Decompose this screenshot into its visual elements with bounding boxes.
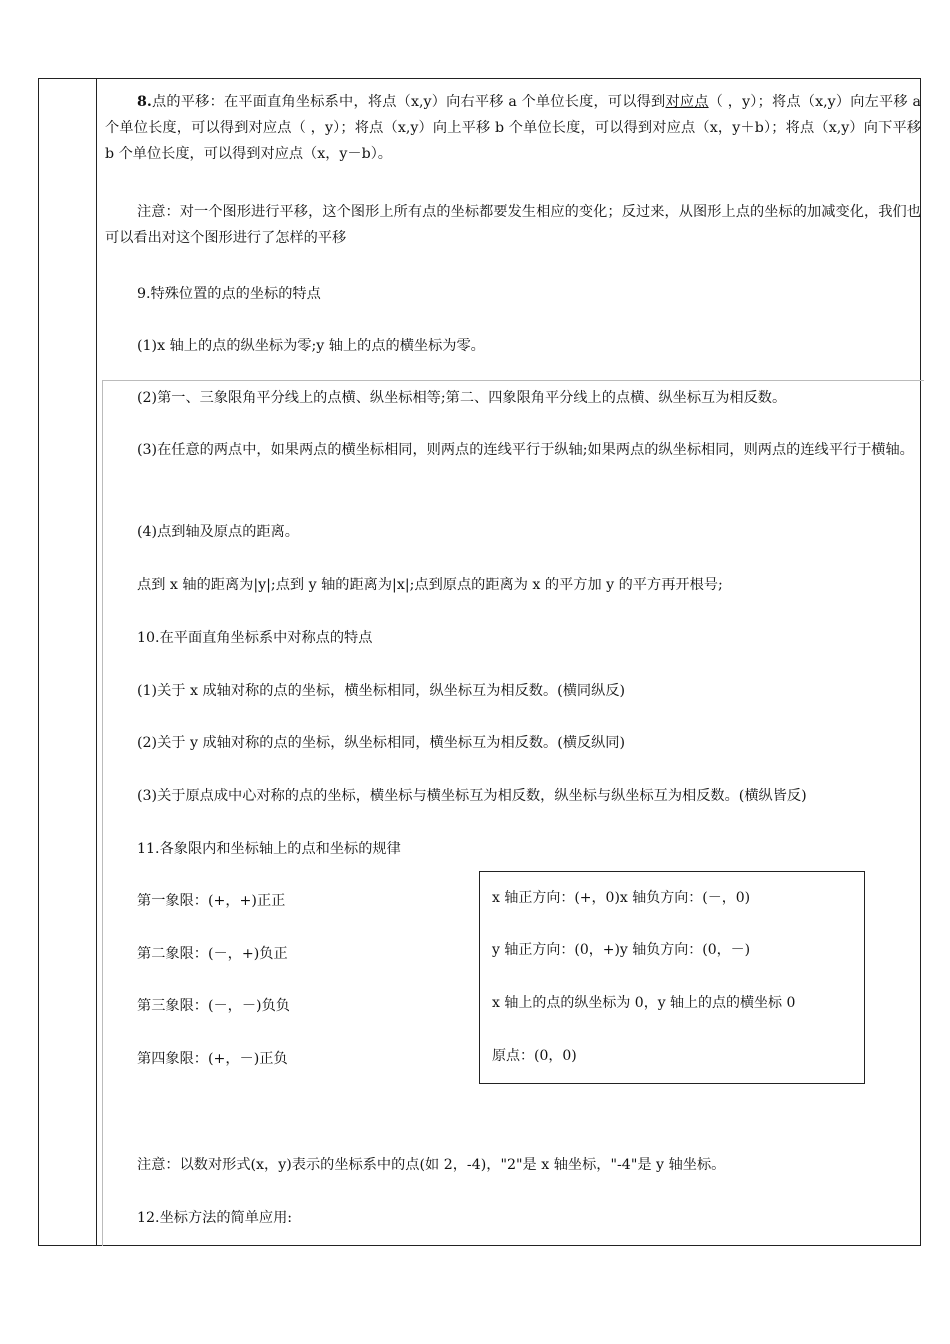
section9-item2: (2)第一、三象限角平分线上的点横、纵坐标相等;第二、四象限角平分线上的点横、纵坐标互为相反数。 <box>137 390 787 406</box>
section10-item1: (1)关于 x 成轴对称的点的坐标，横坐标相同，纵坐标互为相反数。(横同纵反) <box>137 683 626 699</box>
inner-table-top-border <box>102 380 924 381</box>
axis-rule-y: y 轴正方向：(0，+)y 轴负方向：(0，－) <box>492 942 751 958</box>
section10-item2: (2)关于 y 成轴对称的点的坐标，纵坐标相同，横坐标互为相反数。(横反纵同) <box>137 735 626 751</box>
section12-title: 12.坐标方法的简单应用: <box>137 1210 293 1226</box>
axis-rule-zero: x 轴上的点的纵坐标为 0，y 轴上的点的横坐标 0 <box>492 995 796 1011</box>
section11-note: 注意：以数对形式(x，y)表示的坐标系中的点(如 2，-4)，"2"是 x 轴坐标，"-4"是 y 轴坐标。 <box>137 1157 726 1173</box>
column-divider <box>96 78 97 1246</box>
section8-text-a: 点的平移：在平面直角坐标系中，将点（x,y）向右平移 a 个单位长度，可以得到 <box>151 94 666 110</box>
section9-title: 9.特殊位置的点的坐标的特点 <box>137 286 321 302</box>
quadrant4-rule: 第四象限：(+，－)正负 <box>137 1051 288 1067</box>
quadrant3-rule: 第三象限：(－，－)负负 <box>137 998 290 1014</box>
section8-link-term: 对应点 <box>665 94 709 110</box>
section8-text-b: （ ，y）；将点（x,y）向左平移 a 个单位长度，可以得到对应点（ ，y）；将点（x,y）向上平移 b 个单位长度，可以得到对应点（x，y＋b）；将点（x,y）向下平移 b 个单位长度，可以得到对应点（x，y－b）。 <box>105 94 921 162</box>
section10-item3: (3)关于原点成中心对称的点的坐标，横坐标与横坐标互为相反数，纵坐标与纵坐标互为相反数。(横纵皆反) <box>137 788 807 804</box>
section11-title: 11.各象限内和坐标轴上的点和坐标的规律 <box>137 841 401 857</box>
section10-title: 10.在平面直角坐标系中对称点的特点 <box>137 630 373 646</box>
section8-number: 8. <box>137 94 152 110</box>
section9-item4-detail: 点到 x 轴的距离为|y|;点到 y 轴的距离为|x|;点到原点的距离为 x 的平方加 y 的平方再开根号; <box>137 577 723 593</box>
axis-rules-box <box>479 871 865 1084</box>
quadrant1-rule: 第一象限：(+，+)正正 <box>137 893 286 909</box>
origin-rule: 原点：(0，0) <box>492 1048 577 1064</box>
axis-rule-x: x 轴正方向：(+，0)x 轴负方向：(－，0) <box>492 890 751 906</box>
section8-paragraph <box>105 89 921 167</box>
section9-item1: (1)x 轴上的点的纵坐标为零;y 轴上的点的横坐标为零。 <box>137 338 485 354</box>
section9-item3: (3)在任意的两点中，如果两点的横坐标相同，则两点的连线平行于纵轴;如果两点的纵坐标相同，则两点的连线平行于横轴。 <box>137 442 914 458</box>
section9-item4: (4)点到轴及原点的距离。 <box>137 524 299 540</box>
quadrant2-rule: 第二象限：(－，+)负正 <box>137 946 288 962</box>
section8-note: 注意：对一个图形进行平移，这个图形上所有点的坐标都要发生相应的变化；反过来，从图形上点的坐标的加减变化，我们也可以看出对这个图形进行了怎样的平移 <box>105 204 921 246</box>
inner-table-left-border <box>102 380 103 1246</box>
